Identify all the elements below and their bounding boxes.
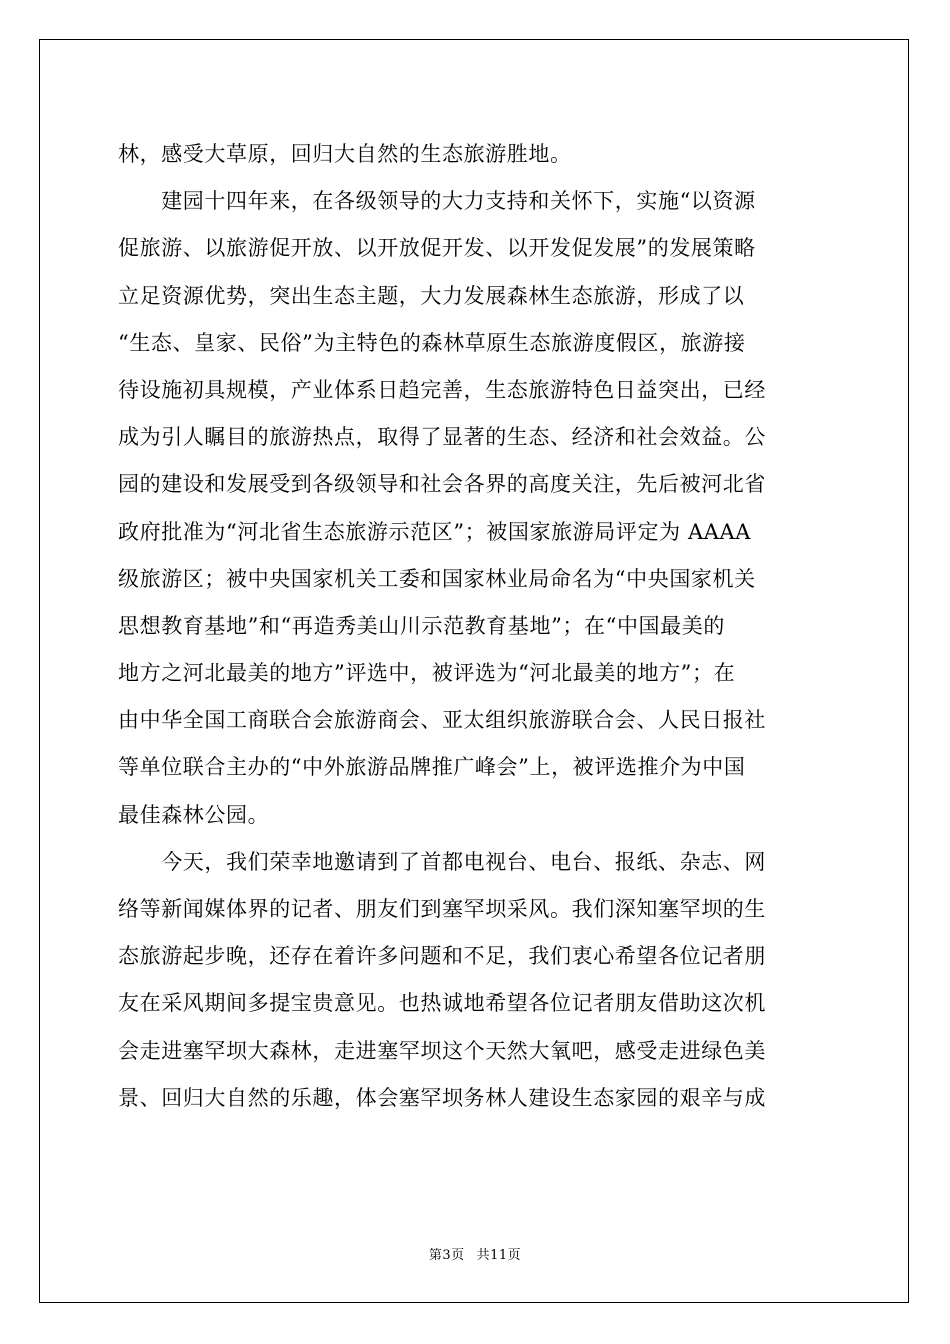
text-line: 今天，我们荣幸地邀请到了首都电视台、电台、报纸、杂志、网 — [118, 849, 766, 874]
text-line: 态旅游起步晚，还存在着许多问题和不足，我们衷心希望各位记者朋 — [118, 944, 766, 969]
text-line: 促旅游、以旅游促开放、以开放促开发、以开发促发展”的发展策略 — [118, 236, 756, 261]
text-line: 络等新闻媒体界的记者、朋友们到塞罕坝采风。我们深知塞罕坝的生 — [118, 897, 766, 921]
page-number: 第3页 — [428, 1248, 465, 1263]
text-line: 景、回归大自然的乐趣，体会塞罕坝务林人建设生态家园的艰辛与成 — [118, 1085, 766, 1110]
text-line: 待设施初具规模，产业体系日趋完善，生态旅游特色日益突出，已经 — [118, 377, 766, 402]
text-line: “生态、皇家、民俗”为主特色的森林草原生态旅游度假区，旅游接 — [118, 330, 746, 355]
document-body — [118, 131, 834, 1122]
text-line: 由中华全国工商联合会旅游商会、亚太组织旅游联合会、人民日报社 — [118, 708, 766, 733]
text-line: 等单位联合主办的“中外旅游品牌推广峰会”上，被评选推介为中国 — [118, 755, 746, 780]
text-line: 级旅游区；被中央国家机关工委和国家林业局命名为“中央国家机关 — [118, 566, 756, 591]
text-line: 思想教育基地”和“再造秀美山川示范教育基地”；在“中国最美的 — [118, 613, 725, 638]
text-line: 立足资源优势，突出生态主题，大力发展森林生态旅游，形成了以 — [118, 283, 745, 308]
text-line: 友在采风期间多提宝贵意见。也热诚地希望各位记者朋友借助这次机 — [118, 991, 766, 1016]
text-line: 林，感受大草原，回归大自然的生态旅游胜地。 — [118, 142, 572, 166]
text-line: 园的建设和发展受到各级领导和社会各界的高度关注，先后被河北省 — [118, 472, 766, 497]
text-line: 会走进塞罕坝大森林，走进塞罕坝这个天然大氧吧，感受走进绿色美 — [118, 1038, 766, 1063]
page-total: 共11页 — [476, 1248, 522, 1263]
text-line: 地方之河北最美的地方”评选中，被评选为“河北最美的地方”；在 — [118, 661, 736, 686]
text-line: 成为引人瞩目的旅游热点，取得了显著的生态、经济和社会效益。公 — [118, 425, 766, 450]
text-line: 建园十四年来，在各级领导的大力支持和关怀下，实施“以资源 — [118, 189, 756, 214]
page-footer — [0, 1248, 950, 1264]
text-line: 政府批准为“河北省生态旅游示范区”；被国家旅游局评定为 AAAA — [118, 519, 752, 544]
text-line: 最佳森林公园。 — [118, 802, 270, 827]
